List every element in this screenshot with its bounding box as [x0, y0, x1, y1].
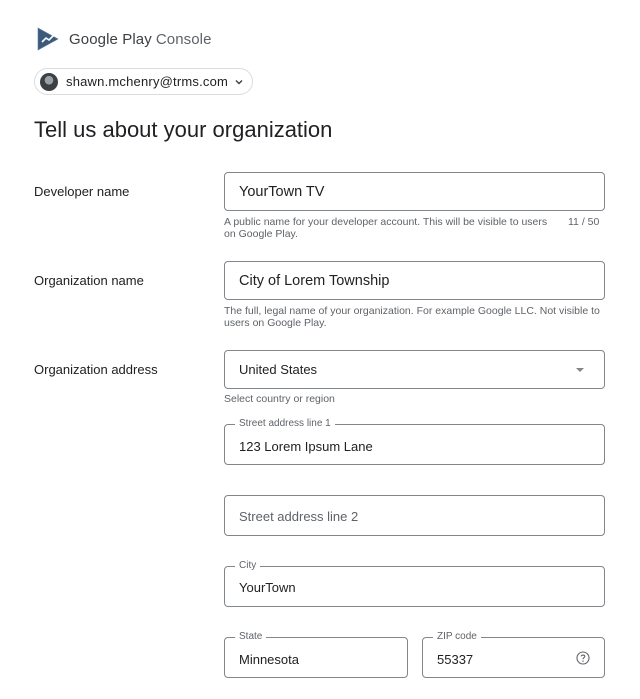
country-select[interactable] [224, 350, 605, 389]
page-title: Tell us about your organization [34, 117, 333, 142]
chevron-down-icon [234, 77, 244, 87]
play-console-logo-icon [36, 27, 60, 51]
city-field[interactable] [224, 560, 605, 607]
city-label: City [235, 560, 260, 572]
street-address-2-placeholder: Street address line 2 [239, 509, 359, 524]
organization-name-value: City of Lorem Township [239, 273, 390, 289]
developer-name-field[interactable] [224, 172, 605, 211]
developer-name-label: Developer name [34, 184, 130, 199]
zip-code-field[interactable] [422, 631, 605, 678]
brand-suffix: Console [155, 31, 212, 48]
state-label: State [235, 631, 266, 643]
organization-name-helper: The full, legal name of your organization. For example Google LLC. Not visible to users on Google Play. [224, 305, 600, 329]
street-address-1-value: 123 Lorem Ipsum Lane [239, 439, 373, 454]
organization-name-label: Organization name [34, 273, 144, 288]
brand-title [69, 31, 212, 48]
country-value: United States [239, 362, 318, 377]
developer-name-counter: 11 / 50 [568, 216, 600, 228]
developer-name-helper: A public name for your developer account. This will be visible to users on Google Play. [224, 216, 548, 240]
dropdown-arrow-icon [576, 368, 584, 372]
organization-name-field[interactable] [224, 261, 605, 300]
developer-name-value: YourTown TV [239, 184, 325, 200]
zip-code-value: 55337 [437, 652, 474, 667]
city-value: YourTown [239, 580, 296, 595]
brand-name: Google Play [69, 31, 152, 48]
avatar [40, 73, 58, 91]
country-helper: Select country or region [224, 393, 335, 405]
account-email: shawn.mchenry@trms.com [66, 74, 229, 89]
state-value: Minnesota [239, 652, 299, 667]
organization-address-label: Organization address [34, 362, 158, 377]
street-address-1-label: Street address line 1 [235, 418, 335, 430]
zip-code-label: ZIP code [433, 631, 481, 643]
state-field[interactable] [224, 631, 408, 678]
help-icon[interactable] [576, 651, 590, 665]
account-switcher[interactable] [34, 68, 253, 95]
street-address-1-field[interactable] [224, 418, 605, 465]
street-address-2-field[interactable] [224, 495, 605, 536]
